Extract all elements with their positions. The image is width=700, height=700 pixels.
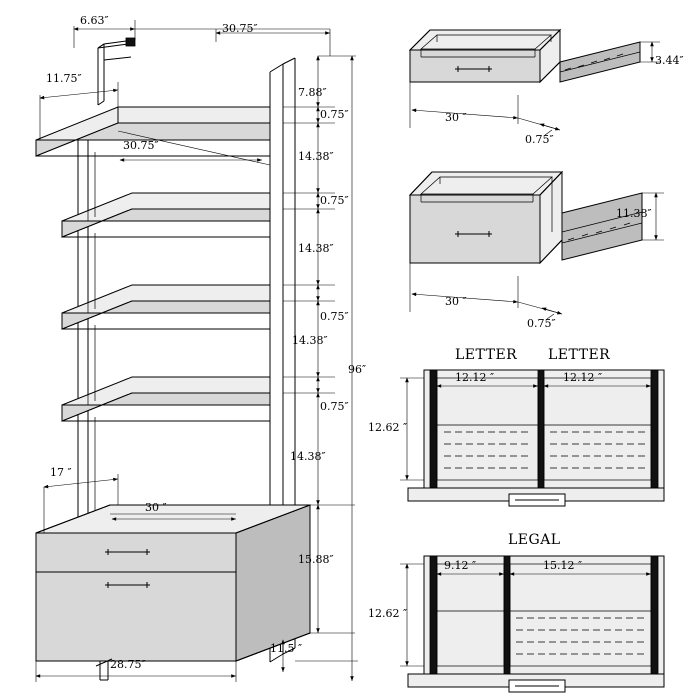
dim-small-drawer-thk: 0.75″ (525, 133, 554, 146)
dim-top-gap: 7.88″ (298, 86, 327, 99)
dim-thk-4: 0.75″ (320, 400, 349, 413)
dim-thk-3: 0.75″ (320, 310, 349, 323)
label-letter-left: LETTER (455, 347, 518, 363)
dim-gap-4: 14.38″ (290, 450, 326, 463)
bookcase-elevation (36, 20, 358, 682)
dim-gap-2: 14.38″ (298, 242, 334, 255)
legal-plan-view (400, 556, 664, 692)
dim-large-drawer-thk: 0.75″ (527, 317, 556, 330)
dim-letter-depth: 12.62 ″ (368, 421, 408, 434)
label-letter-right: LETTER (548, 347, 611, 363)
dim-width-top: 30.75″ (222, 22, 258, 35)
dim-leg-height: 11.5 ″ (270, 642, 303, 655)
dim-cabinet-height: 15.88″ (298, 553, 334, 566)
dim-small-drawer-height: 3.44″ (655, 54, 684, 67)
dim-gap-1: 14.38″ (298, 150, 334, 163)
dim-thk-2: 0.75″ (320, 194, 349, 207)
dim-cabinet-depth: 17 ″ (50, 466, 72, 479)
dim-total-height: 96″ (348, 363, 367, 376)
label-legal: LEGAL (508, 532, 561, 548)
dim-base-width: 28.75″ (110, 658, 146, 671)
letter-plan-view (400, 370, 664, 506)
dim-legal-right-width: 15.12 ″ (543, 559, 583, 572)
dim-shelf-width: 30.75″ (123, 139, 159, 152)
dim-letter-left-width: 12.12 ″ (455, 371, 495, 384)
dim-letter-right-width: 12.12 ″ (563, 371, 603, 384)
dim-thk-1: 0.75″ (320, 108, 349, 121)
dim-large-drawer-height: 11.38″ (616, 207, 652, 220)
dim-depth-top: 6.63″ (80, 14, 109, 27)
dim-legal-left-width: 9.12 ″ (444, 559, 477, 572)
dim-legal-depth: 12.62 ″ (368, 607, 408, 620)
dim-gap-3: 14.38″ (292, 334, 328, 347)
dim-side-depth: 11.75″ (46, 72, 82, 85)
dim-cabinet-width: 30 ″ (145, 501, 167, 514)
dim-large-drawer-width: 30 ″ (445, 295, 467, 308)
dim-small-drawer-width: 30 ″ (445, 111, 467, 124)
